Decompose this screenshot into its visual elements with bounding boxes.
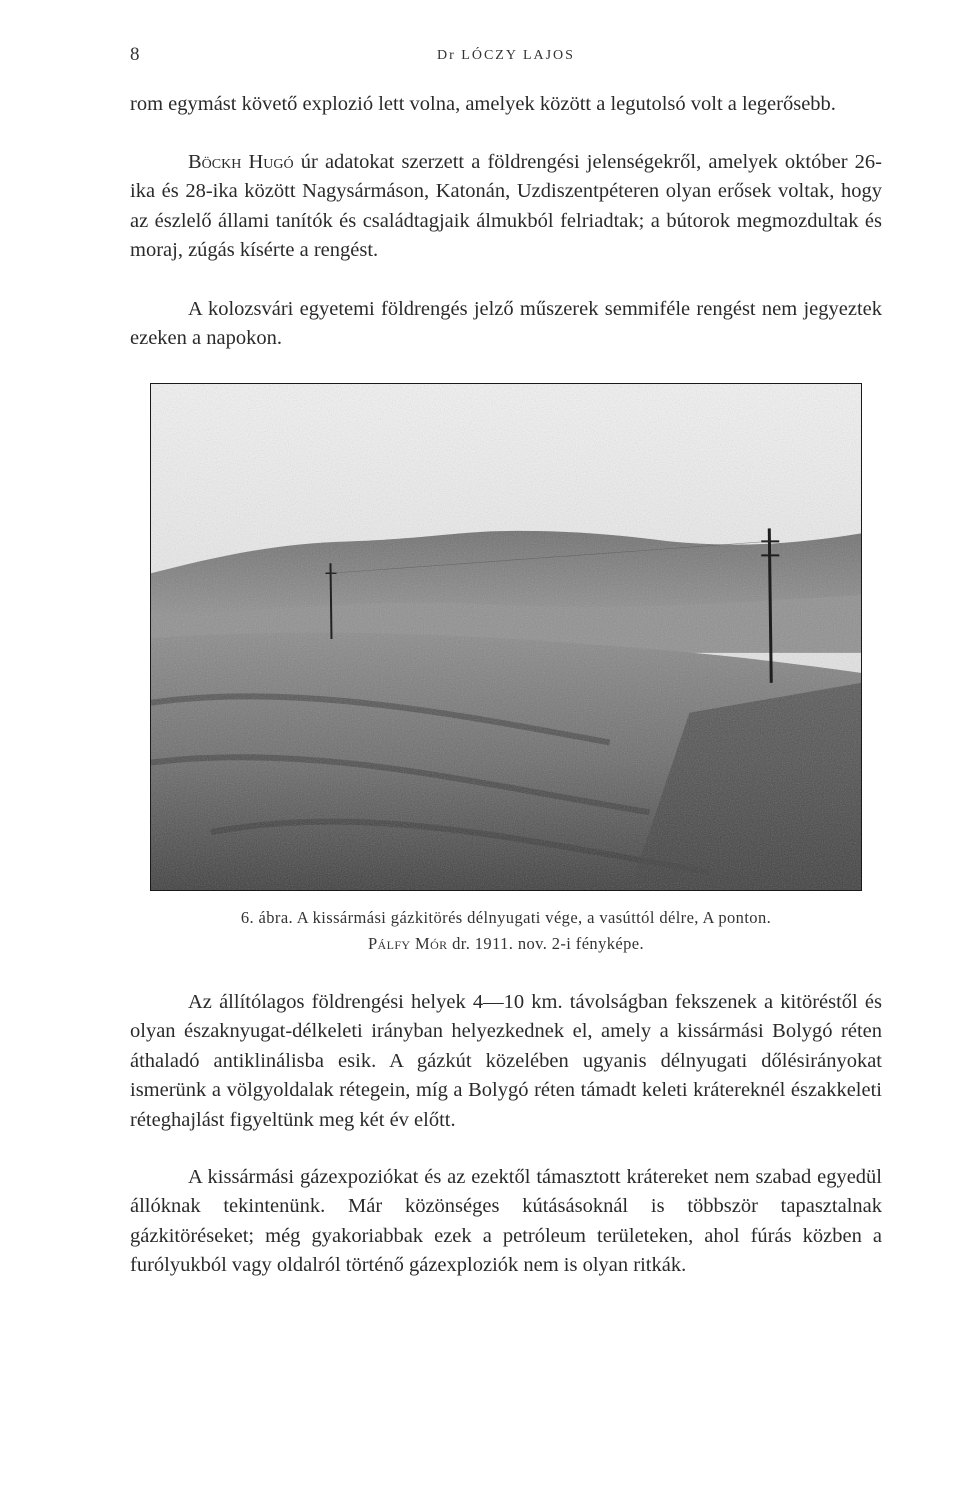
paragraph-3 — [130, 295, 882, 354]
page-number: 8 — [130, 44, 140, 65]
paragraph-text: úr adatokat szerzett a földrengési jelenségekről, amelyek október 26-ika és 28-ika között Nagysármáson, Katonán, Uzdiszentpéteren olyan erősek voltak, hogy az észlelő állami tanítók és családtagjaik álmukból felriadtak; a bútorok megmozdultak és moraj, zúgás kísérte a rengést. — [130, 151, 882, 262]
paragraph-2 — [130, 148, 882, 266]
paragraph-text: rom egymást követő explozió lett volna, amelyek között a legutolsó volt a legerősebb. — [130, 93, 836, 115]
figure-caption-line-2 — [130, 934, 882, 954]
paragraph-5 — [130, 1163, 882, 1281]
caption-date: dr. 1911. nov. 2-i fényképe. — [447, 934, 644, 953]
author-name: Böckh Hugó — [188, 151, 294, 173]
paragraph-4 — [130, 988, 882, 1135]
paragraph-1 — [130, 90, 882, 119]
paragraph-text: Az állítólagos földrengési helyek 4—10 km. távolságban fekszenek a kitöréstől és olyan északnyugat-délkeleti irányban helyezkednek el, amely a kissármási Bolygó réten áthaladó antiklinálisba esik. A gázkút közelében ugyanis délnyugati dőlésirányokat ismerünk a völgyoldalak rétegein, míg a Bolygó réten támadt keleti krátereknél északkeleti réteghajlást figyeltünk meg két év előtt. — [130, 991, 882, 1131]
landscape-photo — [151, 384, 861, 890]
photographer-name: Pálfy Mór — [367, 934, 448, 953]
figure-caption-line-1: 6. ábra. A kissármási gázkitörés délnyugati vége, a vasúttól délre, A ponton. — [240, 908, 772, 927]
page-header — [130, 44, 882, 74]
running-head: Dr LÓCZY LAJOS — [437, 48, 575, 63]
paragraph-text: A kolozsvári egyetemi földrengés jelző műszerek semmiféle rengést nem jegyeztek ezeken a napokon. — [130, 298, 882, 350]
figure-photo — [150, 383, 862, 891]
paragraph-text: A kissármási gázexpoziókat és az ezektől támasztott krátereket nem szabad egyedül állóknak tekintenünk. Már közönséges kútásásoknál is többször tapasztalnak gázkitöréseket; még gyakoriabbak ezek a petróleum területeken, ahol fúrás közben a furólyukból vagy oldalról történő gázexploziók nem is olyan ritkák. — [130, 1166, 882, 1277]
